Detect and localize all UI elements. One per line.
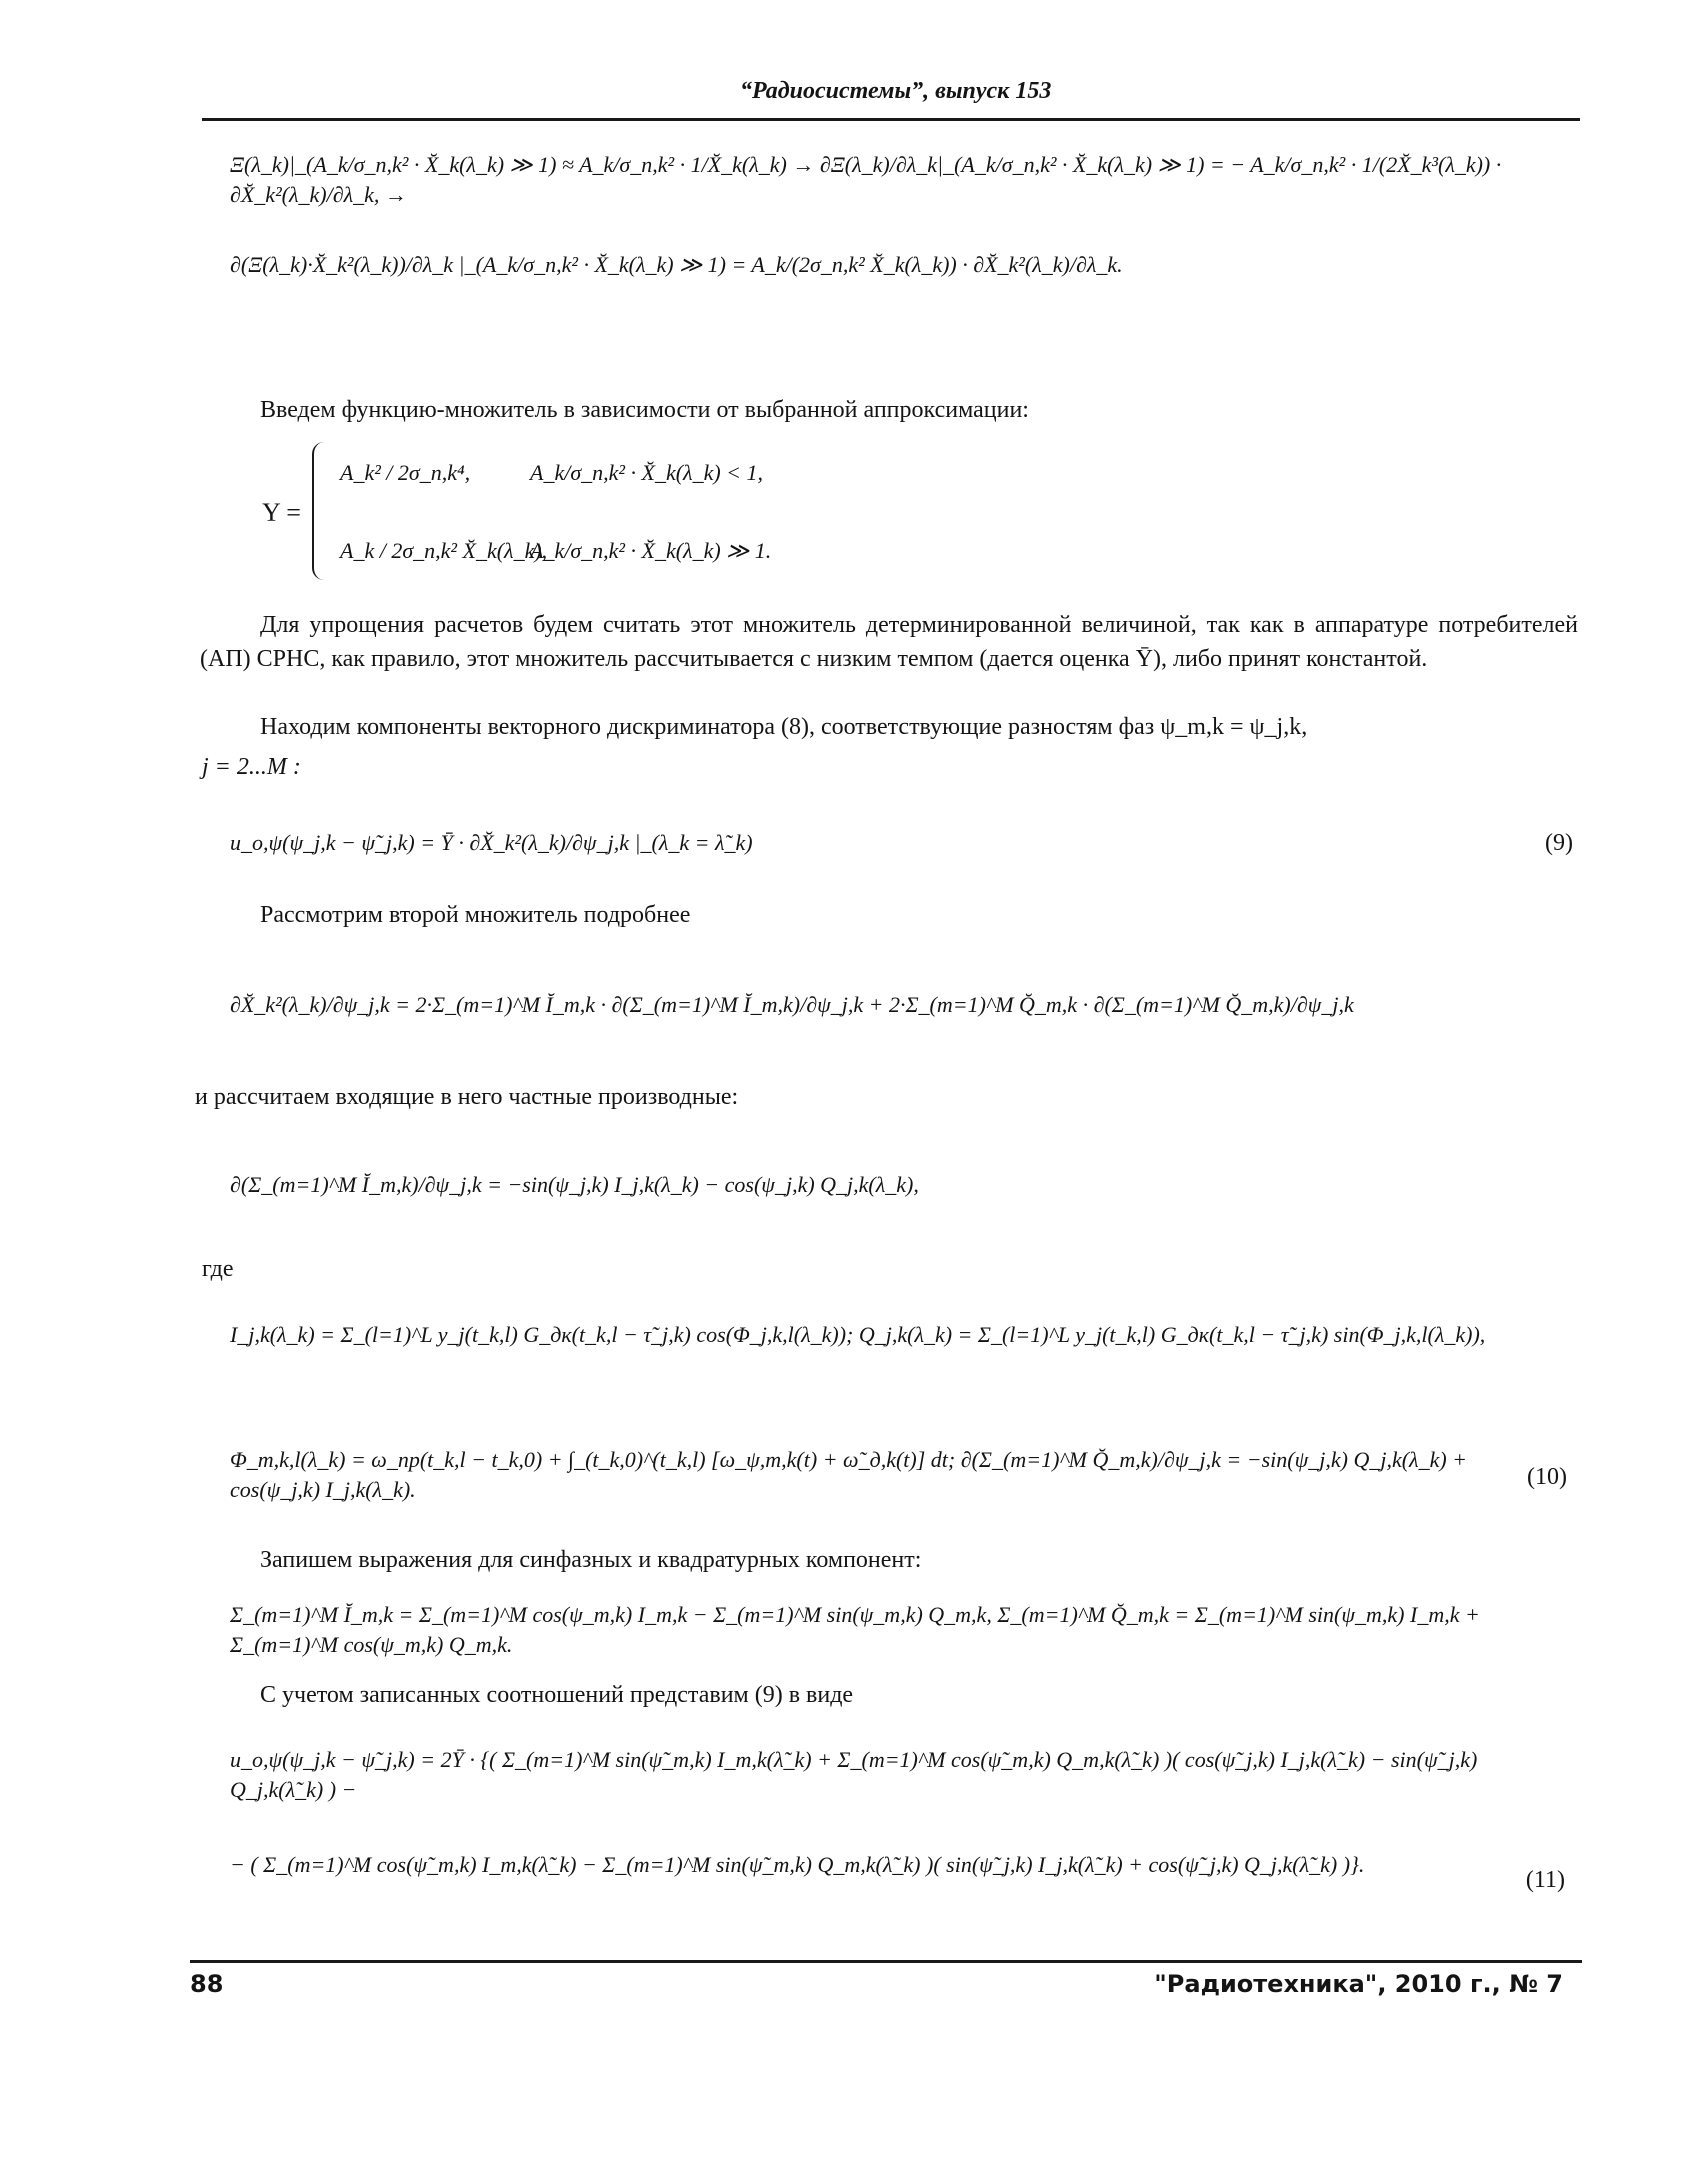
text-j-range: j = 2...M : [202, 754, 301, 780]
text-second-factor: Рассмотрим второй множитель подробнее [260, 902, 691, 928]
piecewise-brace [312, 442, 328, 580]
equation-11-line-1: u_o,ψ(ψ_j,k − ψ̃_j,k) = 2Ῡ · {( Σ_(m=1)^M sin(ψ̃_m,k) I_m,k(λ̃_k) + Σ_(m=1)^M cos(ψ̃_m,k) Q_m,k(λ̃_k) )( cos(ψ̃_j,k) I_j,k(λ̃_k) − sin(ψ̃_j,k) Q_j,k(λ̃_k) ) − [230, 1747, 1478, 1802]
equation-xi-product: ∂(Ξ(λ_k)·X̆_k²(λ_k))/∂λ_k |_(A_k/σ_n,k² · X̆_k(λ_k) ≫ 1) = A_k/(2σ_n,k² X̆_k(λ_k)) · ∂X̆_k²(λ_k)/∂λ_k. [230, 252, 1123, 277]
equation-11-number: (11) [1525, 1867, 1565, 1893]
running-header: “Радиосистемы”, выпуск 153 [740, 78, 1052, 104]
text-with-relations: С учетом записанных соотношений представим (9) в виде [260, 1682, 854, 1708]
equation-11-line-2: − ( Σ_(m=1)^M cos(ψ̃_m,k) I_m,k(λ̃_k) − Σ_(m=1)^M sin(ψ̃_m,k) Q_m,k(λ̃_k) )( sin(ψ̃_j,k) I_j,k(λ̃_k) + cos(ψ̃_j,k) Q_j,k(λ̃_k) )}. [230, 1852, 1365, 1877]
page-number: 88 [190, 1970, 224, 1998]
paragraph-components-text: Находим компоненты векторного дискриминатора (8), соответствующие разностям фаз ψ_m,k = ψ_j,k, [260, 714, 1308, 740]
upsilon-case1-value: A_k² / 2σ_n,k⁴, [340, 460, 471, 485]
upsilon-case1-cond: A_k/σ_n,k² · X̆_k(λ_k) < 1, [530, 460, 764, 485]
paragraph-components [200, 710, 1578, 744]
paragraph-simplify-text: Для упрощения расчетов будем считать этот множитель детерминированной величиной, так как в аппаратуре потребителей (АП) СРНС, как правило, этот множитель рассчитывается с низким темпом (дается оценка Ῡ), либо принят константой. [200, 612, 1578, 672]
text-write-components: Запишем выражения для синфазных и квадратурных компонент: [260, 1547, 922, 1573]
equation-partial-i: ∂(Σ_(m=1)^M Ĭ_m,k)/∂ψ_j,k = −sin(ψ_j,k) I_j,k(λ_k) − cos(ψ_j,k) Q_j,k(λ_k), [230, 1172, 919, 1197]
upsilon-symbol: Υ = [262, 498, 301, 527]
upsilon-case2-cond: A_k/σ_n,k² · X̆_k(λ_k) ≫ 1. [530, 538, 772, 563]
upsilon-case2-value: A_k / 2σ_n,k² X̆_k(λ_k), [340, 538, 548, 563]
text-partials-intro: и рассчитаем входящие в него частные производные: [195, 1084, 739, 1110]
text-where: где [202, 1256, 234, 1282]
paragraph-simplify [200, 608, 1578, 676]
equation-10: Φ_m,k,l(λ_k) = ω_пр(t_k,l − t_k,0) + ∫_(t_k,0)^(t_k,l) [ω_ψ,m,k(t) + ω̃_д,k(t)] dt; ∂(Σ_(m=1)^M Q̆_m,k)/∂ψ_j,k = −sin(ψ_j,k) Q_j,k(λ_k) + cos(ψ_j,k) I_j,k(λ_k). [230, 1447, 1468, 1502]
header-rule [202, 118, 1580, 121]
text-intro-upsilon: Введем функцию-множитель в зависимости от выбранной аппроксимации: [260, 397, 1029, 423]
footer-rule [190, 1960, 1582, 1963]
equation-iq: I_j,k(λ_k) = Σ_(l=1)^L y_j(t_k,l) G_дк(t_k,l − τ̃_j,k) cos(Φ_j,k,l(λ_k)); Q_j,k(λ_k) = Σ_(l=1)^L y_j(t_k,l) G_дк(t_k,l − τ̃_j,k) sin(Φ_j,k,l(λ_k)), [230, 1322, 1486, 1347]
equation-9: u_o,ψ(ψ_j,k − ψ̃_j,k) = Ῡ · ∂X̆_k²(λ_k)/∂ψ_j,k |_(λ_k = λ̃_k) [230, 830, 753, 855]
equation-deriv-split: ∂X̆_k²(λ_k)/∂ψ_j,k = 2·Σ_(m=1)^M Ĭ_m,k · ∂(Σ_(m=1)^M Ĭ_m,k)/∂ψ_j,k + 2·Σ_(m=1)^M Q̆_m,k · ∂(Σ_(m=1)^M Q̆_m,k)/∂ψ_j,k [230, 992, 1354, 1017]
equation-xi-approx: Ξ(λ_k)|_(A_k/σ_n,k² · X̆_k(λ_k) ≫ 1) ≈ A_k/σ_n,k² · 1/X̆_k(λ_k) → ∂Ξ(λ_k)/∂λ_k|_(A_k/σ_n,k² · X̆_k(λ_k) ≫ 1) = − A_k/σ_n,k² · 1/(2X̆_k³(λ_k)) · ∂X̆_k²(λ_k)/∂λ_k, → [230, 152, 1502, 207]
equation-sums: Σ_(m=1)^M Ĭ_m,k = Σ_(m=1)^M cos(ψ_m,k) I_m,k − Σ_(m=1)^M sin(ψ_m,k) Q_m,k, Σ_(m=1)^M Q̆_m,k = Σ_(m=1)^M sin(ψ_m,k) I_m,k + Σ_(m=1)^M cos(ψ_m,k) Q_m,k. [230, 1602, 1480, 1657]
equation-9-number: (9) [1545, 830, 1573, 856]
equation-10-number: (10) [1527, 1464, 1567, 1490]
journal-footer: "Радиотехника", 2010 г., № 7 [1154, 1970, 1563, 1998]
